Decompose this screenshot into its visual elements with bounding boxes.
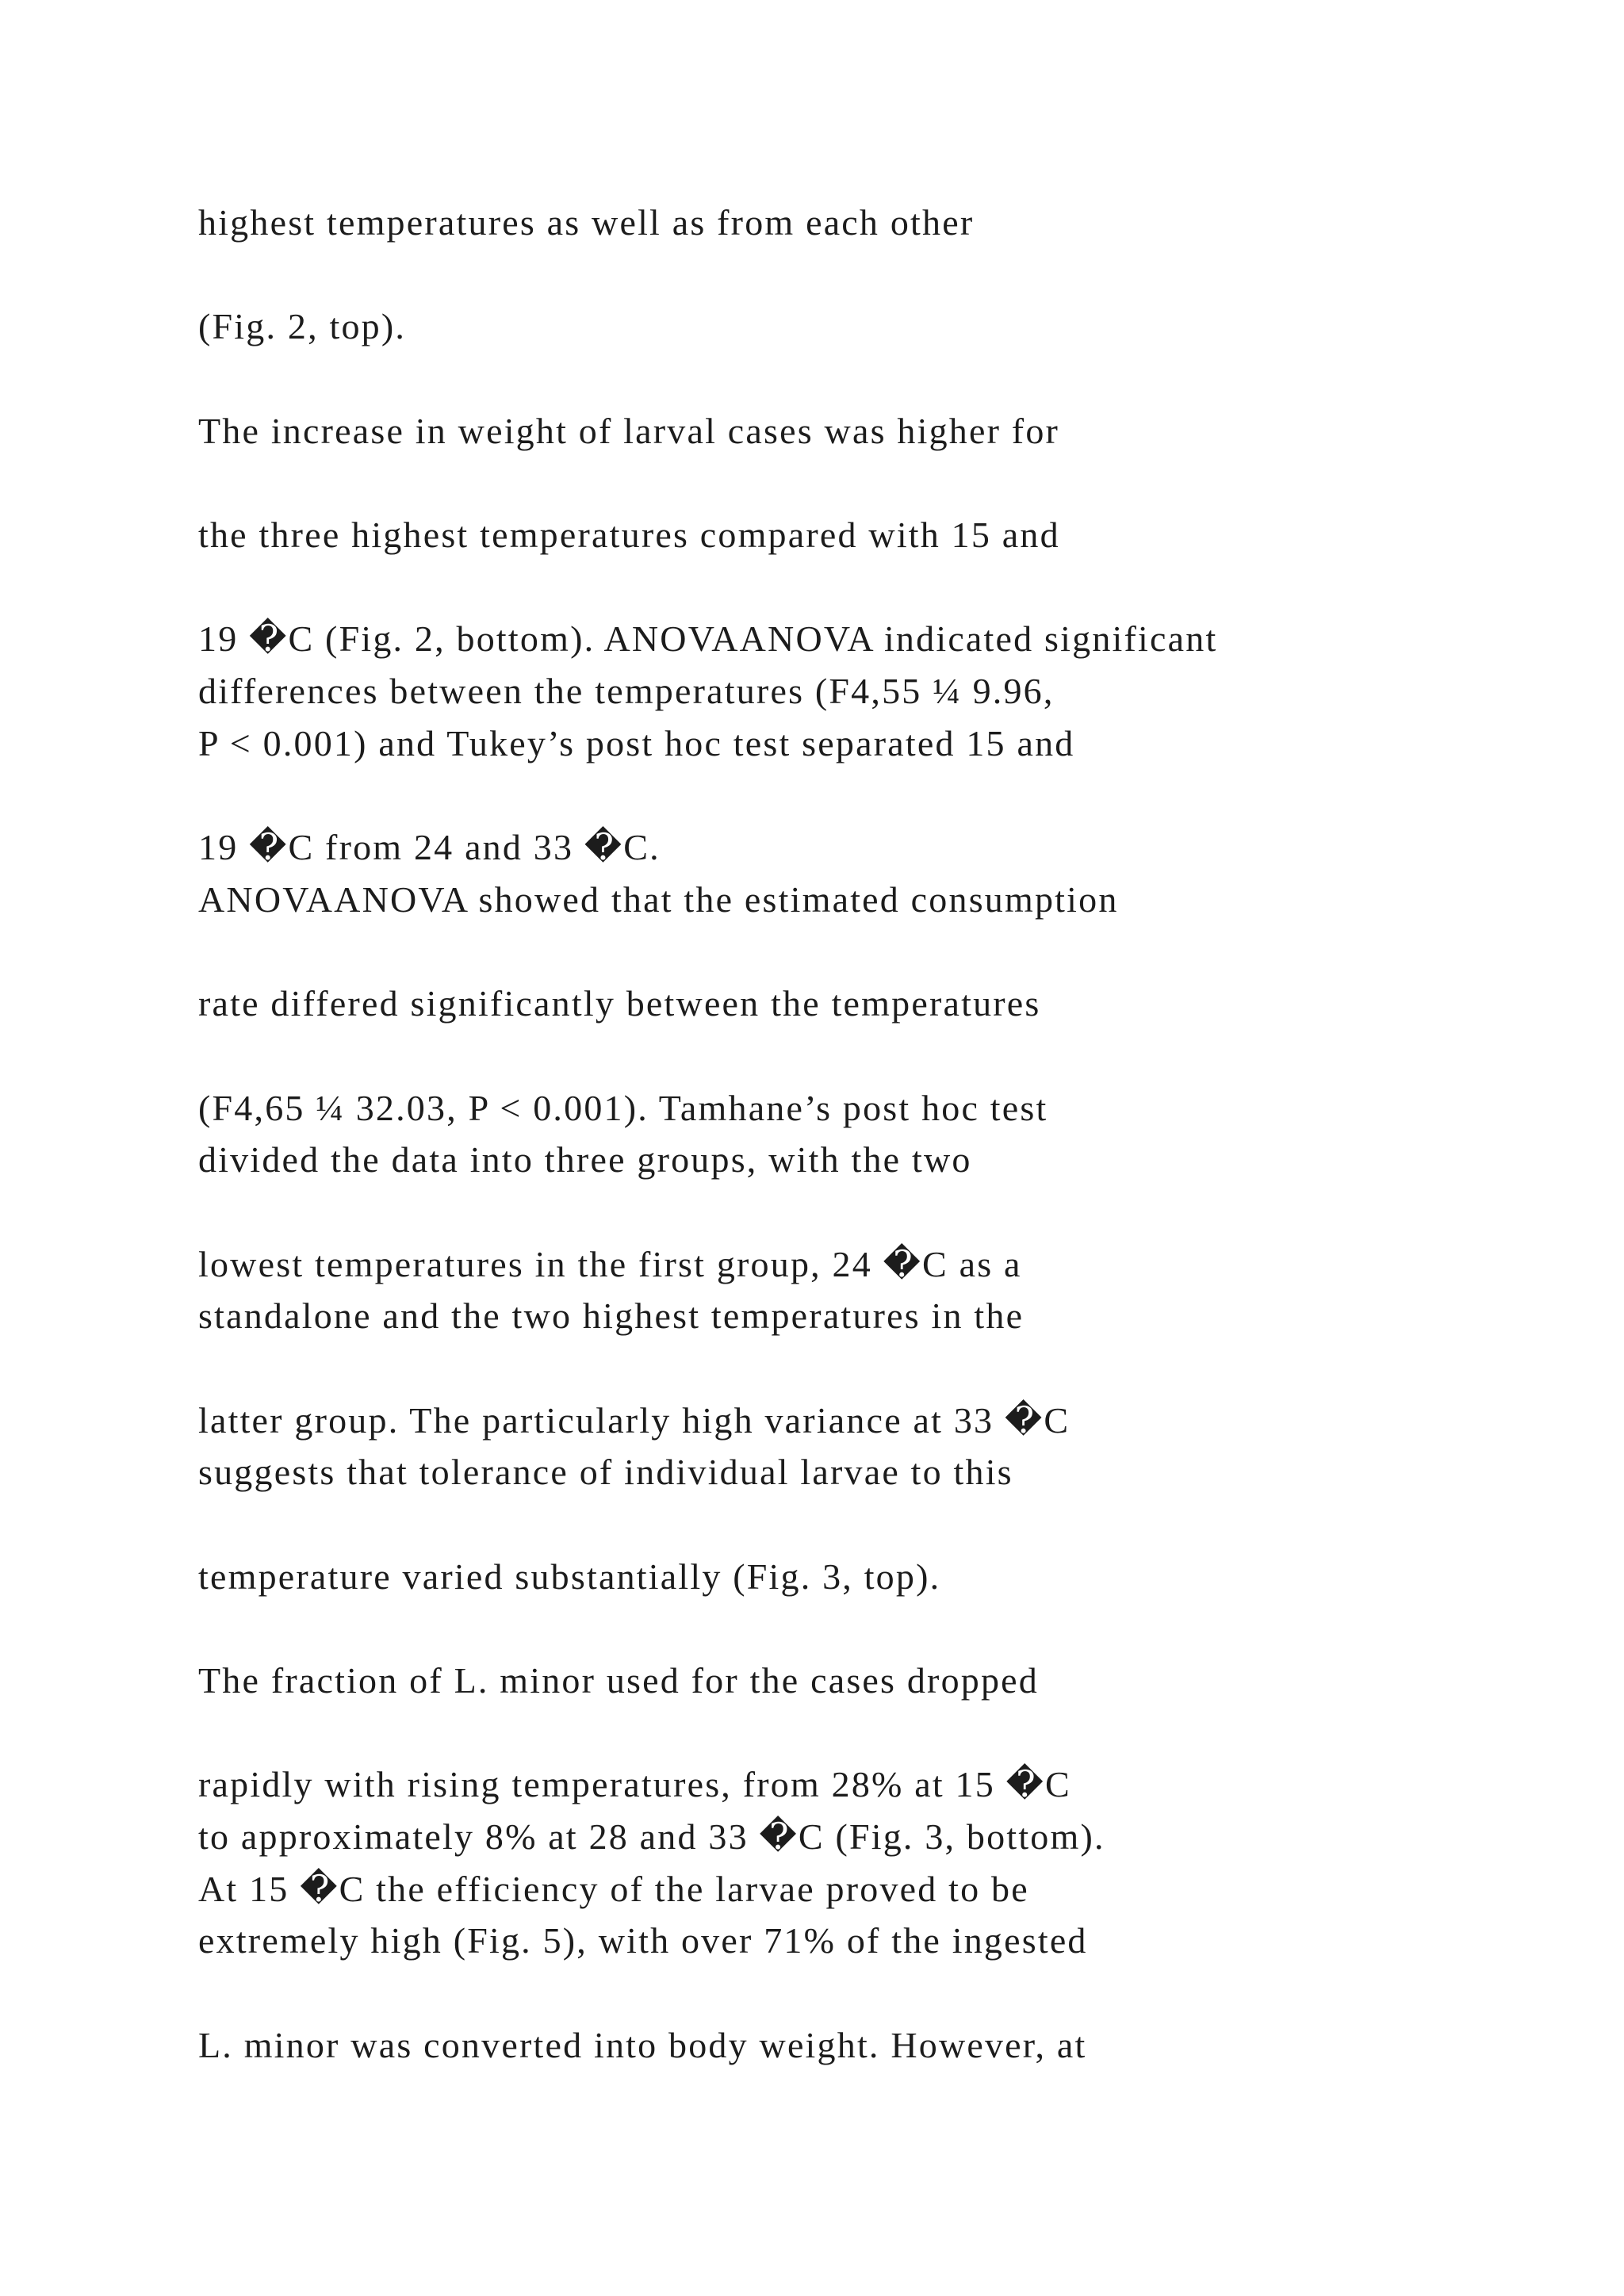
text-line: The increase in weight of larval cases was higher for [198, 411, 1060, 451]
text-line: rate differed significantly between the temperatures [198, 983, 1041, 1024]
text-line: temperature varied substantially (Fig. 3, top). [198, 1556, 941, 1597]
text-line: 19 �C from 24 and 33 �C. [198, 827, 661, 867]
text-line: L. minor was converted into body weight. However, at [198, 2025, 1087, 2065]
text-line: (Fig. 2, top). [198, 306, 407, 346]
text-line: lowest temperatures in the first group, 24 �C as a [198, 1244, 1022, 1284]
text-line: 19 �C (Fig. 2, bottom). ANOVAANOVA indicated significant [198, 618, 1218, 659]
text-line: At 15 �C the efficiency of the larvae proved to be [198, 1869, 1029, 1909]
text-line: P < 0.001) and Tukey’s post hoc test separated 15 and [198, 723, 1075, 763]
text-line: The fraction of L. minor used for the cases dropped [198, 1660, 1039, 1701]
text-line: differences between the temperatures (F4,55 ¼ 9.96, [198, 671, 1055, 711]
text-line: extremely high (Fig. 5), with over 71% of the ingested [198, 1920, 1088, 1961]
text-line: to approximately 8% at 28 and 33 �C (Fig. 3, bottom). [198, 1816, 1105, 1857]
text-line: rapidly with rising temperatures, from 28% at 15 �C [198, 1764, 1071, 1804]
text-line: standalone and the two highest temperatures in the [198, 1295, 1025, 1336]
text-line: latter group. The particularly high variance at 33 �C [198, 1400, 1071, 1441]
text-line: ANOVAANOVA showed that the estimated consumption [198, 879, 1119, 920]
text-line: highest temperatures as well as from each other [198, 202, 975, 243]
text-line: divided the data into three groups, with the two [198, 1139, 972, 1180]
text-line: (F4,65 ¼ 32.03, P < 0.001). Tamhane’s post hoc test [198, 1088, 1048, 1128]
text-line: the three highest temperatures compared with 15 and [198, 515, 1060, 555]
text-line: suggests that tolerance of individual larvae to this [198, 1452, 1013, 1492]
